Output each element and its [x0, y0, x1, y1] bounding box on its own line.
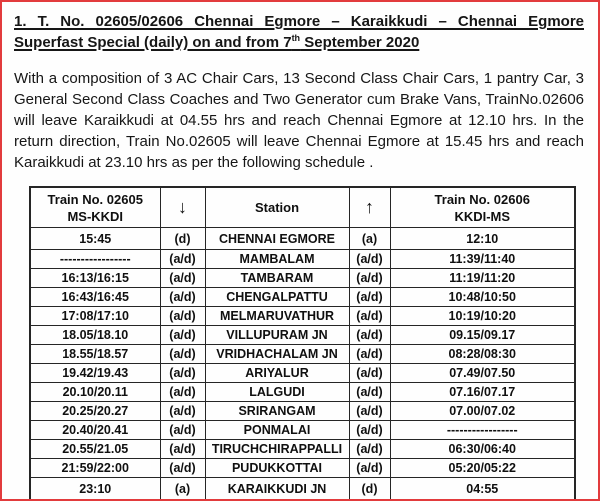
- arr-mark-cell: (a/d): [349, 459, 390, 478]
- arr-time-cell: 10:48/10:50: [390, 288, 575, 307]
- table-row: [30, 250, 575, 269]
- dep-mark-cell: (a/d): [160, 345, 205, 364]
- header-train-02606-route: KKDI-MS: [454, 208, 511, 224]
- station-cell: TIRUCHCHIRAPPALLI: [205, 440, 349, 459]
- arr-time-cell: 09.15/09.17: [390, 326, 575, 345]
- dep-mark-cell: (d): [160, 228, 205, 250]
- table-row: [30, 364, 575, 383]
- down-arrow-icon: ↓: [160, 187, 205, 228]
- dep-mark-cell: (a): [160, 478, 205, 501]
- arr-mark-cell: (a/d): [349, 307, 390, 326]
- dep-mark-cell: (a/d): [160, 326, 205, 345]
- arr-time-cell: 05:20/05:22: [390, 459, 575, 478]
- dep-time-cell: 15:45: [30, 228, 160, 250]
- title-line2-text: Superfast Special (daily) on and from 7: [14, 34, 292, 51]
- station-cell: ARIYALUR: [205, 364, 349, 383]
- header-train-02605: [30, 187, 160, 228]
- arr-mark-cell: (a): [349, 228, 390, 250]
- dep-mark-cell: (a/d): [160, 288, 205, 307]
- dep-mark-cell: (a/d): [160, 402, 205, 421]
- arr-mark-cell: (a/d): [349, 421, 390, 440]
- arr-mark-cell: (a/d): [349, 402, 390, 421]
- table-row: [30, 345, 575, 364]
- arr-time-cell: 08:28/08:30: [390, 345, 575, 364]
- dep-time-cell: 16:43/16:45: [30, 288, 160, 307]
- arr-time-cell: 11:19/11:20: [390, 269, 575, 288]
- dep-time-cell: 23:10: [30, 478, 160, 501]
- table-row: [30, 269, 575, 288]
- station-cell: VRIDHACHALAM JN: [205, 345, 349, 364]
- document-title: [14, 11, 584, 53]
- dep-time-cell: 20.10/20.11: [30, 383, 160, 402]
- dep-time-cell: 20.25/20.27: [30, 402, 160, 421]
- station-cell: TAMBARAM: [205, 269, 349, 288]
- arr-mark-cell: (a/d): [349, 383, 390, 402]
- dep-time-cell: 16:13/16:15: [30, 269, 160, 288]
- dep-mark-cell: (a/d): [160, 250, 205, 269]
- station-cell: CHENGALPATTU: [205, 288, 349, 307]
- arr-mark-cell: (d): [349, 478, 390, 501]
- arr-mark-cell: (a/d): [349, 345, 390, 364]
- dep-time-cell: 17:08/17:10: [30, 307, 160, 326]
- station-cell: KARAIKKUDI JN: [205, 478, 349, 501]
- header-train-02605-number: Train No. 02605: [47, 191, 143, 207]
- arr-mark-cell: (a/d): [349, 440, 390, 459]
- table-row: [30, 288, 575, 307]
- table-row: [30, 421, 575, 440]
- arr-time-cell: 04:55: [390, 478, 575, 501]
- up-arrow-icon: ↑: [349, 187, 390, 228]
- arr-time-cell: 07.00/07.02: [390, 402, 575, 421]
- arr-mark-cell: (a/d): [349, 269, 390, 288]
- title-line-2: [14, 32, 584, 53]
- station-cell: CHENNAI EGMORE: [205, 228, 349, 250]
- arr-time-cell: 07.49/07.50: [390, 364, 575, 383]
- table-row: [30, 440, 575, 459]
- intro-paragraph: With a composition of 3 AC Chair Cars, 13 Second Class Chair Cars, 1 pantry Car, 3 General Second Class Coaches and Two Generator cum Brake Vans, TrainNo.02606 will leave Karaikkudi at 04.55 hrs and reach Chennai Egmore at 12.10 hrs. In the return direction, Train No.02605 will leave Chennai Egmore at 15.45 hrs and reach Karaikkudi at 23.10 hrs as per the following schedule .: [14, 70, 584, 171]
- dep-mark-cell: (a/d): [160, 440, 205, 459]
- table-row: [30, 383, 575, 402]
- header-train-02606: [390, 187, 575, 228]
- table-row: [30, 326, 575, 345]
- title-line-1: 1. T. No. 02605/02606 Chennai Egmore – Karaikkudi – Chennai Egmore: [14, 13, 584, 30]
- arr-mark-cell: (a/d): [349, 250, 390, 269]
- dep-mark-cell: (a/d): [160, 364, 205, 383]
- dep-time-cell: 20.55/21.05: [30, 440, 160, 459]
- arr-time-cell: 11:39/11:40: [390, 250, 575, 269]
- arr-time-cell: 07.16/07.17: [390, 383, 575, 402]
- dep-time-cell: 18.55/18.57: [30, 345, 160, 364]
- station-cell: LALGUDI: [205, 383, 349, 402]
- dep-mark-cell: (a/d): [160, 269, 205, 288]
- table-header-row: [30, 187, 575, 228]
- station-cell: SRIRANGAM: [205, 402, 349, 421]
- header-train-02606-number: Train No. 02606: [434, 191, 530, 207]
- table-row: [30, 402, 575, 421]
- table-row: [30, 478, 575, 501]
- dep-time-cell: 20.40/20.41: [30, 421, 160, 440]
- table-row: [30, 307, 575, 326]
- arr-mark-cell: (a/d): [349, 288, 390, 307]
- arr-time-cell: -----------------: [390, 421, 575, 440]
- table-row: [30, 459, 575, 478]
- station-cell: PUDUKKOTTAI: [205, 459, 349, 478]
- dep-time-cell: 19.42/19.43: [30, 364, 160, 383]
- station-cell: VILLUPURAM JN: [205, 326, 349, 345]
- arr-mark-cell: (a/d): [349, 364, 390, 383]
- header-train-02605-route: MS-KKDI: [67, 208, 124, 224]
- station-cell: MELMARUVATHUR: [205, 307, 349, 326]
- arr-time-cell: 12:10: [390, 228, 575, 250]
- dep-mark-cell: (a/d): [160, 307, 205, 326]
- dep-time-cell: 18.05/18.10: [30, 326, 160, 345]
- dep-mark-cell: (a/d): [160, 383, 205, 402]
- table-row: [30, 228, 575, 250]
- dep-mark-cell: (a/d): [160, 459, 205, 478]
- title-line2-rest: September 2020: [300, 34, 420, 51]
- dep-mark-cell: (a/d): [160, 421, 205, 440]
- station-cell: PONMALAI: [205, 421, 349, 440]
- arr-time-cell: 06:30/06:40: [390, 440, 575, 459]
- header-station: Station: [205, 187, 349, 228]
- dep-time-cell: 21:59/22:00: [30, 459, 160, 478]
- arr-mark-cell: (a/d): [349, 326, 390, 345]
- train-schedule-table: [29, 186, 576, 501]
- title-ordinal-suffix: th: [291, 33, 301, 43]
- station-cell: MAMBALAM: [205, 250, 349, 269]
- dep-time-cell: -----------------: [30, 250, 160, 269]
- arr-time-cell: 10:19/10:20: [390, 307, 575, 326]
